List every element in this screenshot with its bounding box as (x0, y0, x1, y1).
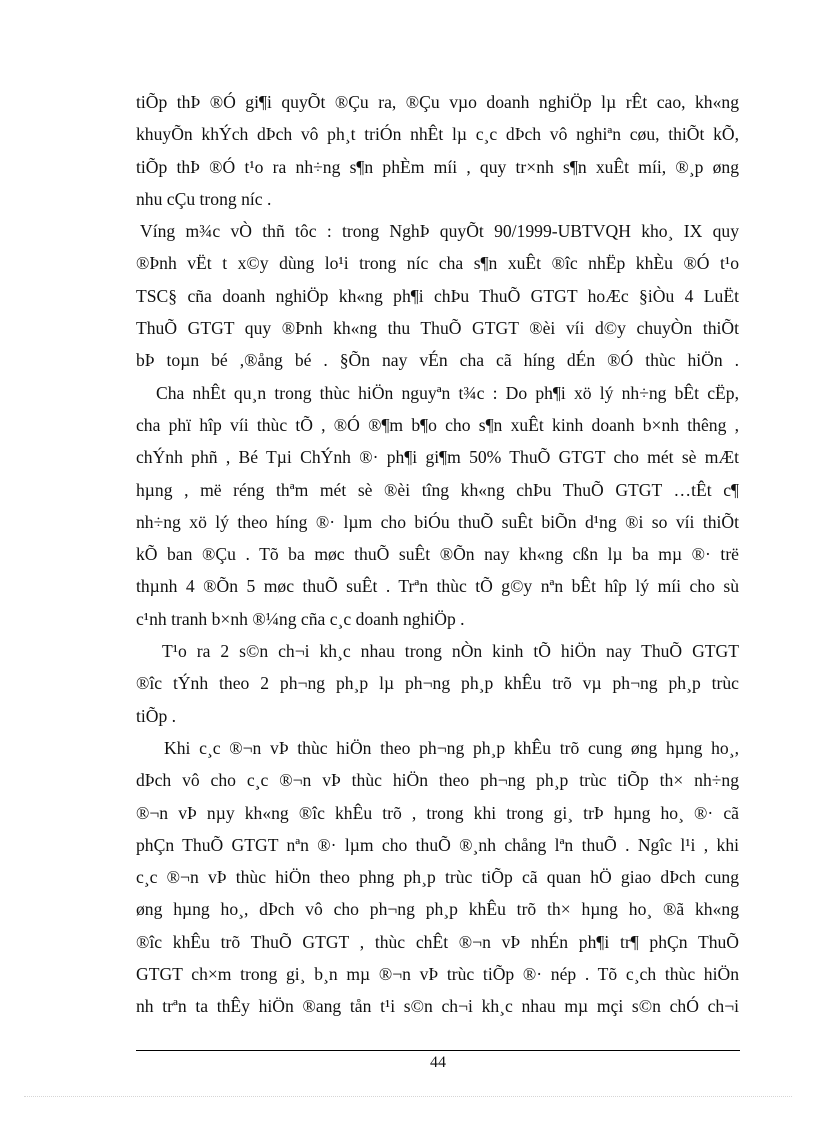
page-bottom-dotted-edge (24, 1096, 792, 1097)
text-line-23: ®¬n vÞ nµy kh«ng ®îc khÊu trõ , trong khi trong gi¸ trÞ hµng ho¸ ®· cã (136, 802, 739, 823)
text-line-10: Cha nhÊt qu¸n trong thùc hiÖn nguyªn t¾c : Do ph¶i xö lý nh÷ng bÊt cËp, (156, 382, 739, 403)
text-line-8: ThuÕ GTGT quy ®Þnh kh«ng thu ThuÕ GTGT ®èi víi d©y chuyÒn thiÕt (136, 318, 739, 339)
text-line-4: nhu cÇu trong níc . (136, 188, 272, 209)
body-text (136, 86, 739, 1023)
text-line-3: tiÕp thÞ ®Ó t¹o ra nh÷ng s¶n phÈm míi , quy tr×nh s¶n xuÊt míi, ®¸p øng (136, 156, 739, 177)
text-line-7: TSC§ cña doanh nghiÖp kh«ng ph¶i chÞu ThuÕ GTGT hoÆc §iÒu 4 LuËt (136, 285, 739, 306)
text-line-28: GTGT ch×m trong gi¸ b¸n mµ ®¬n vÞ trùc tiÕp ®· nép . Tõ c¸ch thùc hiÖn (136, 964, 739, 985)
footer-divider (136, 1050, 740, 1051)
text-line-22: dÞch vô cho c¸c ®¬n vÞ thùc hiÖn theo ph¬ng ph¸p trùc tiÕp th× nh÷ng (136, 770, 739, 791)
text-line-27: ®îc khÊu trõ ThuÕ GTGT , thùc chÊt ®¬n vÞ nhÉn ph¶i tr¶ phÇn ThuÕ (136, 931, 739, 952)
text-line-19: ®îc tÝnh theo 2 ph¬ng ph¸p lµ ph¬ng ph¸p khÊu trõ vµ ph¬ng ph¸p trùc (136, 673, 739, 694)
page-number: 44 (430, 1054, 446, 1071)
text-line-15: kÕ ban ®Çu . Tõ ba møc thuÕ suÊt ®Õn nay kh«ng cßn lµ ba mµ ®· trë (136, 544, 739, 565)
text-line-2: khuyÕn khÝch dÞch vô ph¸t triÓn nhÊt lµ c¸c dÞch vô nghiªn cøu, thiÕt kÕ, (136, 124, 739, 145)
text-line-13: hµng , më réng thªm mét sè ®èi tîng kh«ng chÞu ThuÕ GTGT …tÊt c¶ (136, 479, 739, 500)
text-line-5: Víng m¾c vÒ thñ tôc : trong NghÞ quyÕt 90/1999-UBTVQH kho¸ IX quy (140, 221, 739, 242)
text-line-24: phÇn ThuÕ GTGT nªn ®· lµm cho thuÕ ®¸nh chång lªn thuÕ . Ngîc l¹i , khi (136, 834, 739, 855)
text-line-16: thµnh 4 ®Õn 5 møc thuÕ suÊt . Trªn thùc tÕ g©y nªn bÊt hîp lý míi cho sù (136, 576, 739, 597)
text-line-20: tiÕp . (136, 705, 177, 726)
text-line-18: T¹o ra 2 s©n ch¬i kh¸c nhau trong nÒn kinh tÕ hiÖn nay ThuÕ GTGT (162, 641, 739, 662)
text-line-21: Khi c¸c ®¬n vÞ thùc hiÖn theo ph¬ng ph¸p khÊu trõ cung øng hµng ho¸, (164, 737, 739, 758)
text-line-29: nh trªn ta thÊy hiÖn ®ang tån t¹i s©n ch¬i kh¸c nhau mµ mçi s©n chÓ ch¬i (136, 996, 739, 1017)
text-line-25: c¸c ®¬n vÞ thùc hiÖn theo phng ph¸p trùc tiÕp cã quan hÖ giao dÞch cung (136, 867, 739, 888)
text-line-14: nh÷ng xö lý theo híng ®· lµm cho biÓu thuÕ suÊt biÕn d¹ng ®i so víi thiÕt (136, 511, 739, 532)
text-line-12: chÝnh phñ , Bé Tµi ChÝnh ®· ph¶i gi¶m 50% ThuÕ GTGT cho mét sè mÆt (136, 447, 739, 468)
text-line-1: tiÕp thÞ ®Ó gi¶i quyÕt ®Çu ra, ®Çu vµo doanh nghiÖp lµ rÊt cao, kh«ng (136, 92, 739, 112)
text-line-17: c¹nh tranh b×nh ®¼ng cña c¸c doanh nghiÖp . (136, 608, 465, 629)
text-line-26: øng hµng ho¸, dÞch vô cho ph¬ng ph¸p khÊu trõ th× hµng ho¸ ®ã kh«ng (136, 899, 739, 920)
text-line-11: cha phï hîp víi thùc tÕ , ®Ó ®¶m b¶o cho s¶n xuÊt kinh doanh b×nh thêng , (136, 414, 739, 435)
text-line-6: ®Þnh vËt t x©y dùng lo¹i trong níc cha s¶n xuÊt ®îc nhËp khÈu ®Ó t¹o (136, 253, 739, 274)
text-line-9: bÞ toµn bé ,®ång bé . §Õn nay vÉn cha cã híng dÉn ®Ó thùc hiÖn . (136, 350, 739, 371)
